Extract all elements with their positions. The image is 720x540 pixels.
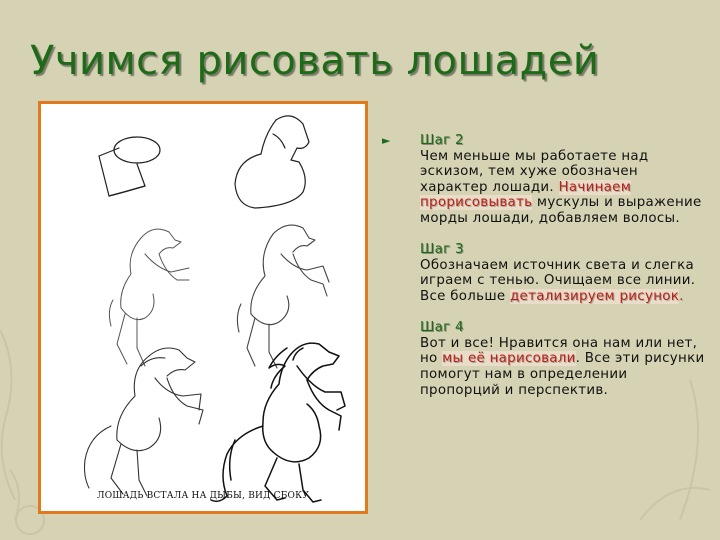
sketch-horse-step3-left (85, 348, 204, 496)
slide-title: Учимся рисовать лошадей (30, 38, 600, 84)
step2-text-b: мускулы и выражение морды лошади, добавляем волосы. (420, 195, 702, 226)
step3-highlight: детализируем рисунок (510, 288, 680, 304)
instructions-text (382, 133, 710, 414)
step4-text-b: . Все эти рисунки помогут нам в определении пропорций и перспектив. (420, 351, 705, 398)
step2-heading: Шаг 2 (420, 133, 464, 148)
step3-text-a: Обозначаем источник света и слегка играем с тенью. Очищаем все линии. Все больше (420, 257, 696, 304)
sketch-head-shapes (99, 137, 160, 196)
step3-heading: Шаг 3 (420, 242, 464, 258)
horse-drawing-figure (38, 101, 368, 514)
sketch-horse-step2-right (237, 225, 329, 368)
sketch-horse-final (211, 343, 345, 502)
step2-highlight: Начинаем прорисовывать (420, 179, 632, 211)
step4-highlight: мы её нарисовали (442, 351, 576, 367)
step4-paragraph (420, 336, 710, 398)
step4-text-a: Вот и все! Нравится она нам или нет, но (420, 335, 698, 367)
step2-paragraph (420, 149, 710, 227)
sketch-neck-body-shapes (235, 116, 309, 208)
step3-paragraph (420, 258, 710, 305)
step3-text-b: . (679, 288, 684, 304)
figure-caption: ЛОШАДЬ ВСТАЛА НА ДЫБЫ, ВИД СБОКУ (97, 491, 309, 501)
horse-sketches-illustration (41, 104, 365, 511)
arrow-bullet-icon: ► (382, 134, 391, 147)
step2-text-a: Чем меньше мы работаете над эскизом, тем хуже обозначен характер лошади. (420, 148, 649, 195)
sketch-horse-step2-left (109, 229, 189, 366)
step4-heading: Шаг 4 (420, 320, 464, 336)
